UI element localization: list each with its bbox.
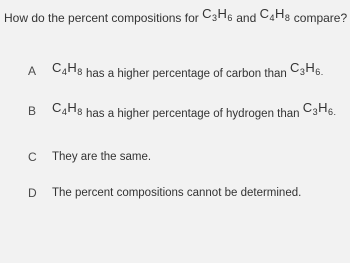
answer-option-b[interactable] bbox=[0, 96, 350, 126]
question-prefix: How do the percent compositions for bbox=[4, 11, 203, 25]
option-letter-a: A bbox=[28, 64, 37, 78]
answer-option-a[interactable] bbox=[0, 56, 350, 86]
answer-option-c[interactable] bbox=[0, 142, 350, 172]
option-text-b: $C_4H_8$ has a higher percentage of hydrogen than $C_3H_{6.}$ bbox=[52, 100, 337, 120]
question-text bbox=[4, 6, 348, 25]
question-suffix: compare? bbox=[290, 11, 348, 25]
formula-c3h6: $C_3H_6$ bbox=[202, 6, 233, 23]
formula-c4h8: $C_4H_8$ bbox=[52, 100, 83, 117]
formula-c3h6: $C_3H_{6.}$ bbox=[289, 60, 324, 77]
option-text-a: $C_4H_8$ has a higher percentage of carbon than $C_3H_{6.}$ bbox=[52, 60, 324, 80]
option-text-d: The percent compositions cannot be determined. bbox=[52, 187, 302, 199]
option-letter-c: C bbox=[28, 150, 37, 164]
option-letter-d: D bbox=[28, 186, 37, 200]
formula-c4h8: $C_4H_8$ bbox=[52, 60, 83, 77]
option-letter-b: B bbox=[28, 104, 37, 118]
option-text-c: They are the same. bbox=[52, 151, 152, 163]
question-middle: and bbox=[232, 11, 260, 25]
formula-c3h6: $C_3H_{6.}$ bbox=[302, 100, 337, 117]
formula-c4h8: $C_4H_8$ bbox=[259, 6, 291, 23]
answer-option-d[interactable] bbox=[0, 178, 350, 208]
